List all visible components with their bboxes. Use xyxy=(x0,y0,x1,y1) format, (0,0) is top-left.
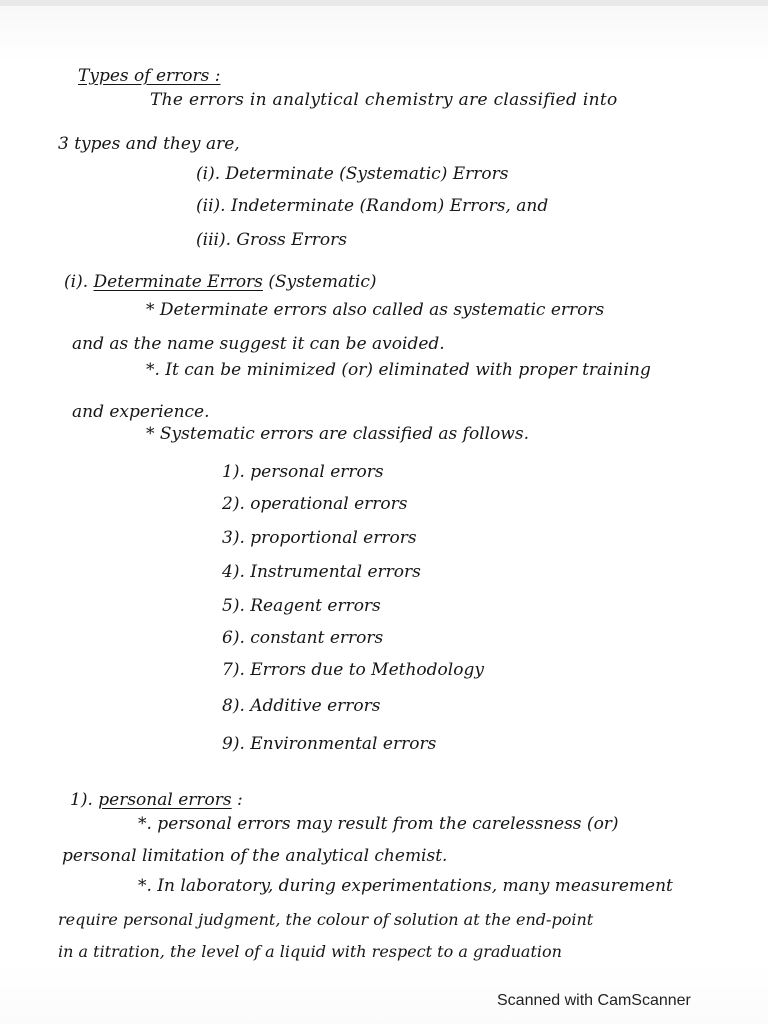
intro-line-2: 3 types and they are, xyxy=(58,134,240,154)
personal-p1-line-1: *. personal errors may result from the carelessness (or) xyxy=(138,814,619,834)
personal-p2-line-2: require personal judgment, the colour of solution at the end-point xyxy=(58,910,594,929)
error-list-item: 2). operational errors xyxy=(222,494,408,514)
error-list-item: 9). Environmental errors xyxy=(222,734,437,754)
intro-line-1: The errors in analytical chemistry are classified into xyxy=(150,90,618,110)
type-item-2: (ii). Indeterminate (Random) Errors, and xyxy=(196,196,549,216)
personal-p2-line-3: in a titration, the level of a liquid with respect to a graduation xyxy=(58,942,562,961)
error-list-item: 7). Errors due to Methodology xyxy=(222,660,484,680)
determinate-p2-line-2: and experience. xyxy=(72,402,210,422)
scanner-watermark: Scanned with CamScanner xyxy=(497,992,691,1009)
scan-edge xyxy=(0,0,768,6)
error-list-item: 5). Reagent errors xyxy=(222,596,381,616)
determinate-p2-line-1: *. It can be minimized (or) eliminated with proper training xyxy=(146,360,651,380)
determinate-heading-num: (i). xyxy=(64,272,89,292)
determinate-p1-line-1: * Determinate errors also called as systematic errors xyxy=(146,300,605,320)
error-list-item: 6). constant errors xyxy=(222,628,384,648)
determinate-p1-line-2: and as the name suggest it can be avoided. xyxy=(72,334,445,354)
personal-p1-line-2: personal limitation of the analytical chemist. xyxy=(62,846,448,866)
determinate-heading-rest: (Systematic) xyxy=(268,272,377,292)
determinate-heading xyxy=(64,272,377,292)
personal-heading-title: personal errors xyxy=(98,790,232,810)
determinate-p3: * Systematic errors are classified as follows. xyxy=(146,424,529,444)
type-item-1: (i). Determinate (Systematic) Errors xyxy=(196,164,509,184)
error-list-item: 8). Additive errors xyxy=(222,696,381,716)
section-title: Types of errors : xyxy=(78,66,221,86)
determinate-heading-title: Determinate Errors xyxy=(93,272,263,292)
error-list-item: 1). personal errors xyxy=(222,462,384,482)
personal-heading xyxy=(70,790,243,810)
error-list-item: 3). proportional errors xyxy=(222,528,417,548)
personal-p2-line-1: *. In laboratory, during experimentations, many measurement xyxy=(138,876,673,896)
personal-heading-num: 1). xyxy=(70,790,93,810)
type-item-3: (iii). Gross Errors xyxy=(196,230,347,250)
personal-heading-rest: : xyxy=(237,790,243,810)
error-list-item: 4). Instrumental errors xyxy=(222,562,421,582)
